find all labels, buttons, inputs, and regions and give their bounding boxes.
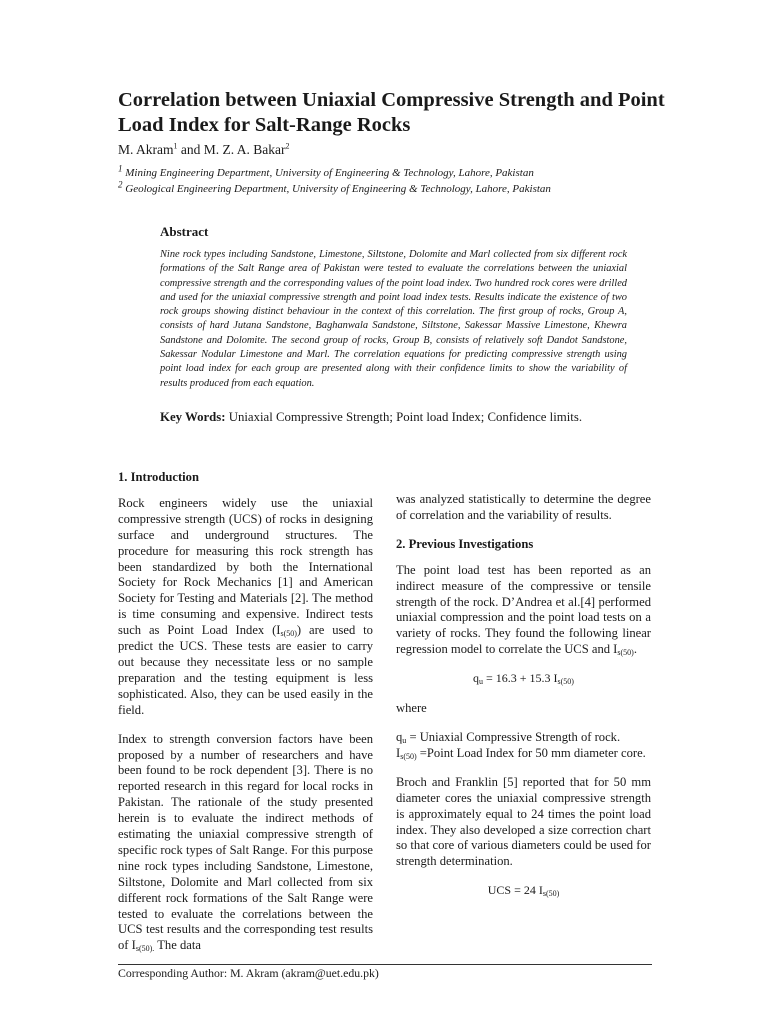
- affiliation-2-text: Geological Engineering Department, University of Engineering & Technology, Lahore, Pakistan: [122, 183, 551, 195]
- def1-subscript: u: [402, 735, 407, 745]
- previous-p1-text: The point load test has been reported as an indirect measure of the compressive or tensile strength of the rock. D’Andrea et al.[4] performed uniaxial compression and the point load tests on a variety of rocks. They found the following linear regression model to correlate the UCS and I: [396, 562, 651, 657]
- section-heading-introduction: 1. Introduction: [118, 470, 199, 484]
- affiliation-1: [118, 163, 534, 179]
- intro-p1-text: Rock engineers widely use the uniaxial compressive strength (UCS) of rocks in designing surface and underground structures. The procedure for measuring this rock strength has been standardized by both the International Society for Rock Mechanics [1] and American Society for Testing and Materials [2]. The method is time consuming and expensive. Indirect tests such as Point Load Index (I: [118, 495, 373, 638]
- equation-1: [396, 671, 651, 687]
- def1-text: = Uniaxial Compressive Strength of rock.: [406, 729, 621, 744]
- intro-p2-text-cont: The data: [154, 938, 201, 953]
- eq1-sub-u: u: [479, 677, 483, 687]
- section-heading-previous-investigations: 2. Previous Investigations: [396, 536, 534, 551]
- intro-paragraph-1: [118, 496, 373, 719]
- right-column: [396, 492, 651, 913]
- footer-rule: [118, 964, 652, 965]
- keywords-label: Key Words:: [160, 410, 226, 424]
- def1-symbol: q: [396, 729, 403, 744]
- eq2-subscript: s(50): [542, 889, 560, 899]
- author-1-mark: 1: [173, 141, 178, 151]
- abstract-heading: Abstract: [160, 224, 209, 239]
- paper-title: Correlation between Uniaxial Compressive Strength and Point Load Index for Salt-Range Rocks: [118, 89, 665, 136]
- previous-p1-text-cont: .: [633, 642, 637, 657]
- left-column: [118, 470, 373, 967]
- affiliation-2: [118, 179, 551, 195]
- previous-paragraph-1: [396, 563, 651, 658]
- def2-symbol: I: [396, 745, 401, 760]
- eq2-body: UCS = 24 I: [487, 883, 543, 898]
- def2-subscript: s(50): [400, 751, 417, 761]
- affiliation-1-text: Mining Engineering Department, University of Engineering & Technology, Lahore, Pakistan: [122, 167, 534, 179]
- affiliation-2-mark: 2: [118, 179, 123, 190]
- definitions: [396, 730, 651, 762]
- intro-p2-text: Index to strength conversion factors have been proposed by a number of researchers and have been found to be rock dependent [3]. There is no reported research in this regard for local rocks in Pakistan. The rationale of the study presented herein is to evaluate the indirect methods of estimating the uniaxial compressive strength of specific rock types of Salt Range. For this purpose nine rock types including Sandstone, Limestone, Siltstone, Dolomite and Marl collected from six different rock formations of the Salt Range were tested to evaluate the correlations between the UCS test results and the corresponding test results of I: [118, 731, 373, 953]
- corresponding-author-footnote: Corresponding Author: M. Akram (akram@uet.edu.pk): [118, 966, 379, 980]
- where-text: where: [396, 701, 427, 716]
- keywords: [160, 410, 582, 425]
- previous-paragraph-2: Broch and Franklin [5] reported that for 50 mm diameter cores the uniaxial compressive strength is approximately equal to 24 times the point load index. They also developed a size correction chart so that core of various diameters could be used for strength determination.: [396, 774, 651, 869]
- eq1-body: = 16.3 + 15.3 I: [483, 671, 558, 686]
- intro-p2-subscript: s(50).: [135, 944, 155, 954]
- intro-paragraph-3: was analyzed statistically to determine the degree of correlation and the variability of results.: [396, 492, 651, 522]
- author-2: M. Z. A. Bakar: [203, 142, 286, 157]
- abstract-text: Nine rock types including Sandstone, Limestone, Siltstone, Dolomite and Marl collected from six different rock formations of the Salt Range area of Pakistan were tested to evaluate the correlations between the uniaxial compressive strength and the corresponding values of the point load index. Two hundred rock cores were drilled and used for the uniaxial compressive strength and point load index tests. Results indicate the existence of two rock groups showing distinct behaviour in the context of this correlation. The first group of rocks, Group A, consists of hard Jutana Sandstone, Baghanwala Sandstone, Siltstone, Sakessar Massive Limestone, Khewra Sandstone and Dolomite. The second group of rocks, Group B, consists of relatively soft Dandot Sandstone, Sakessar Nodular Limestone and Marl. The correlation equations for predicting compressive strength using point load index for each group are presented along with their confidence limits to show the variability of results produced from each equation.: [160, 249, 627, 389]
- def2-text: =Point Load Index for 50 mm diameter core.: [416, 745, 646, 760]
- intro-p1-text-cont: ) are used to predict the UCS. These tests are easier to carry out because they necessitate less or no sample preparation and the testing equipment is less sophisticated. Also, they can be used easily in the field.: [118, 623, 373, 717]
- eq1-sub-s50: s(50): [557, 677, 574, 687]
- keywords-text: Uniaxial Compressive Strength; Point load Index; Confidence limits.: [225, 410, 583, 424]
- intro-paragraph-2: [118, 732, 373, 955]
- equation-2: [396, 883, 651, 899]
- author-1: M. Akram: [118, 142, 174, 157]
- intro-p1-subscript: s(50): [280, 629, 297, 639]
- affiliation-1-mark: 1: [118, 163, 123, 174]
- previous-p1-subscript: s(50): [617, 648, 634, 658]
- author-line: [118, 142, 290, 158]
- eq1-q: q: [473, 671, 479, 686]
- author-2-mark: 2: [285, 141, 290, 151]
- author-joiner: and: [177, 142, 204, 157]
